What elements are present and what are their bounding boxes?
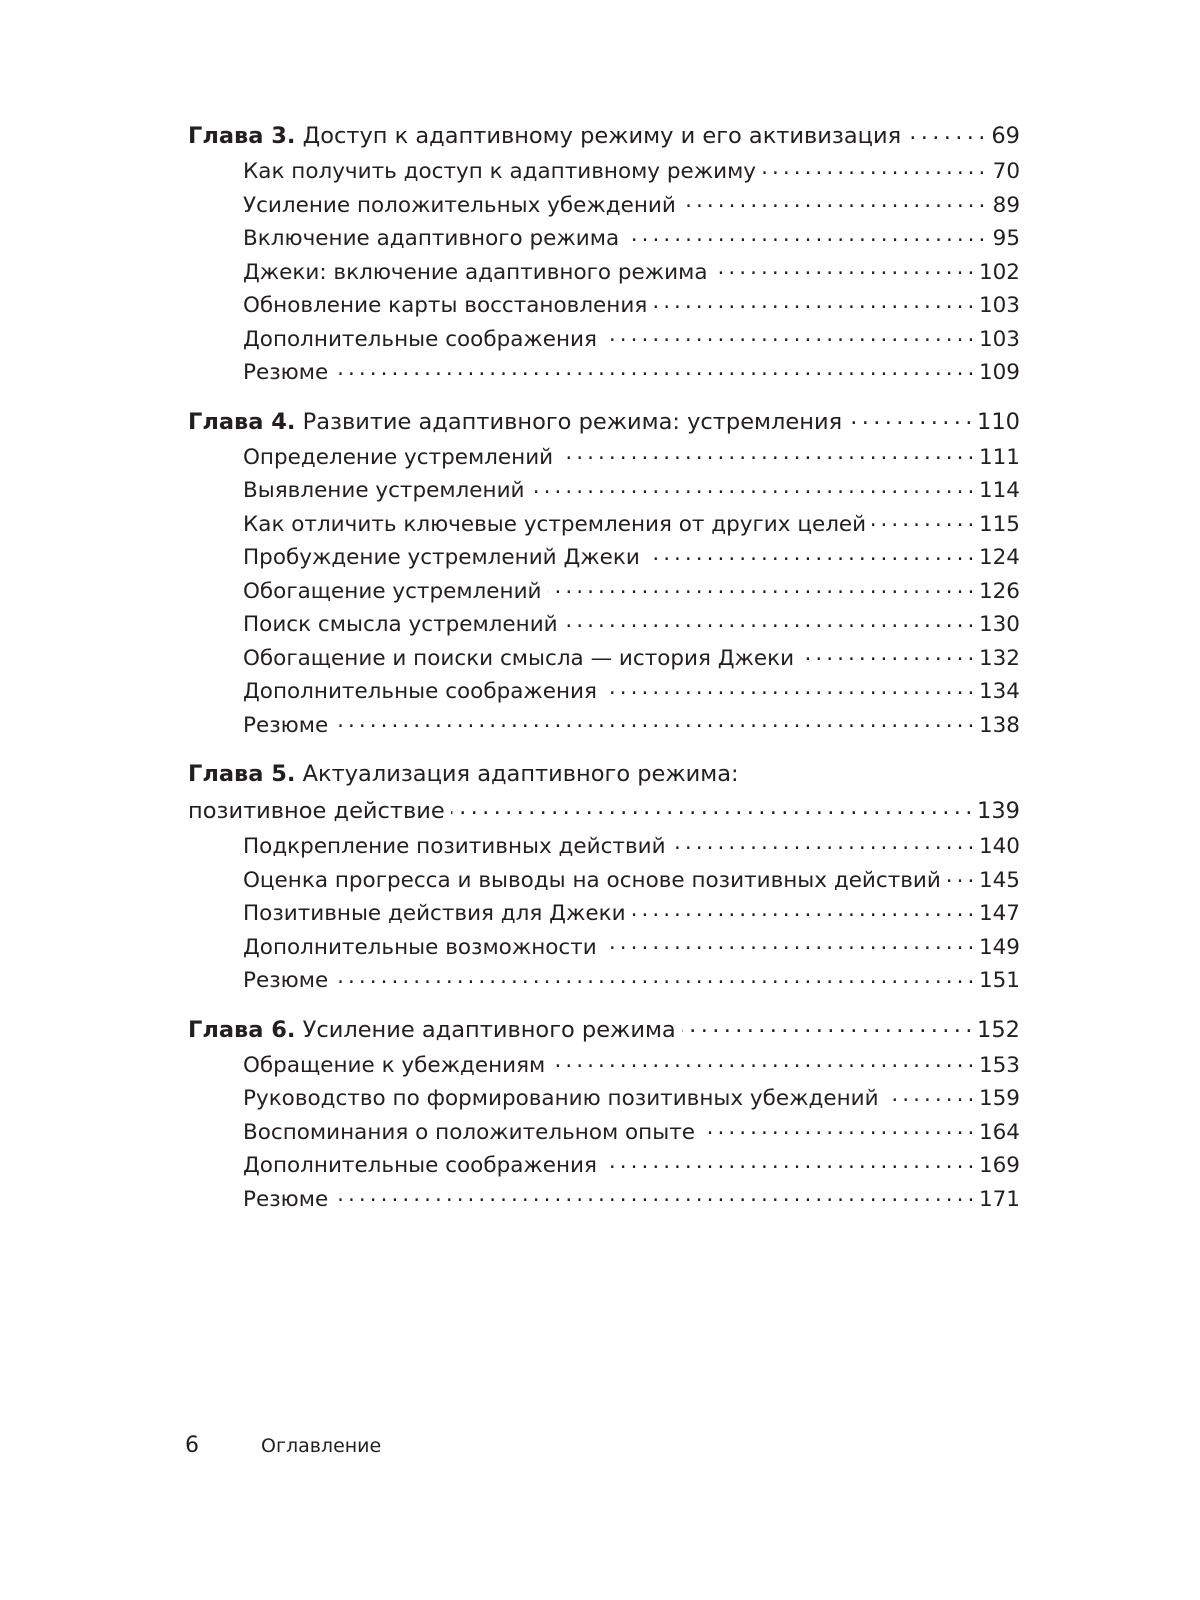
chapter-4 (188, 404, 1020, 743)
entry-page: 145 (978, 867, 1020, 893)
entry-title: Позитивные действия для Джеки (243, 901, 626, 926)
entry-title: Оценка прогресса и выводы на основе позитивных действий (243, 867, 941, 893)
entry-page: 130 (978, 612, 1020, 637)
dot-leader (800, 643, 973, 665)
entry-page: 164 (978, 1119, 1020, 1145)
chapter-page: 110 (977, 408, 1020, 435)
toc-entry[interactable] (188, 964, 1020, 998)
toc-entry[interactable] (188, 642, 1020, 676)
toc-entry[interactable] (188, 675, 1020, 709)
dot-leader (872, 509, 973, 531)
entry-title: Как получить доступ к адаптивному режиму (243, 159, 757, 184)
entry-page: 126 (978, 578, 1020, 604)
entry-page: 140 (978, 834, 1020, 859)
page-number: 6 (185, 1433, 199, 1458)
entry-page: 103 (978, 326, 1020, 352)
chapter-label: Глава 5. (188, 761, 296, 787)
entry-page: 111 (978, 444, 1020, 470)
dot-leader (646, 543, 973, 565)
dot-leader (632, 899, 973, 921)
entry-page: 103 (978, 293, 1020, 318)
entry-page: 70 (992, 159, 1020, 184)
entry-page: 151 (978, 968, 1020, 993)
dot-leader (682, 1014, 971, 1037)
chapter-name: Усиление адаптивного режима (302, 1016, 676, 1043)
toc-entry[interactable] (188, 289, 1020, 323)
dot-leader (672, 832, 973, 854)
entry-page: 171 (978, 1186, 1020, 1212)
dot-leader (848, 406, 971, 429)
entry-title: Резюме (243, 1186, 329, 1212)
chapter-page: 139 (977, 798, 1020, 824)
entry-title: Обогащение устремлений (243, 578, 542, 604)
chapter-name: Актуализация адаптивного режима: (302, 761, 739, 787)
toc-entry[interactable] (188, 474, 1020, 508)
chapter-title (188, 118, 901, 155)
chapter-name: Доступ к адаптивному режиму и его активизация (302, 123, 902, 149)
table-of-contents (188, 118, 1020, 1230)
entry-title: Выявление устремлений (243, 478, 525, 503)
chapter-title (188, 404, 842, 441)
entry-page: 89 (992, 192, 1020, 218)
chapter-title (188, 1012, 676, 1049)
toc-entry[interactable] (188, 575, 1020, 609)
dot-leader (548, 576, 973, 598)
entry-page: 115 (978, 511, 1020, 537)
entry-title: Джеки: включение адаптивного режима (243, 259, 708, 285)
chapter-label: Глава 6. (188, 1016, 296, 1043)
chapter-6 (188, 1012, 1020, 1217)
dot-leader (603, 677, 973, 699)
toc-entry[interactable] (188, 1116, 1020, 1150)
dot-leader (701, 1117, 973, 1139)
running-title: Оглавление (261, 1435, 382, 1457)
chapter-name-continued: позитивное действие (188, 798, 445, 824)
entry-title: Включение адаптивного режима (243, 226, 620, 251)
entry-title: Воспоминания о положительном опыте (243, 1119, 695, 1145)
chapter-page: 152 (977, 1016, 1020, 1043)
dot-leader (603, 324, 973, 346)
dot-leader (603, 932, 973, 954)
toc-entry[interactable] (188, 1149, 1020, 1183)
toc-entry[interactable] (188, 356, 1020, 390)
entry-page: 132 (978, 645, 1020, 671)
toc-entry[interactable] (188, 830, 1020, 864)
dot-leader (625, 224, 984, 246)
toc-entry[interactable] (188, 222, 1020, 256)
toc-entry[interactable] (188, 441, 1020, 475)
chapter-name: Развитие адаптивного режима: устремления (302, 408, 843, 435)
entry-title: Дополнительные возможности (243, 934, 597, 960)
entry-title: Обогащение и поиски смысла — история Джеки (243, 645, 795, 671)
entry-title: Дополнительные соображения (243, 679, 597, 704)
toc-entry[interactable] (188, 508, 1020, 542)
entry-title: Дополнительные соображения (243, 1153, 597, 1178)
toc-entry[interactable] (188, 1183, 1020, 1217)
dot-leader (885, 1084, 973, 1106)
toc-entry[interactable] (188, 1049, 1020, 1083)
entry-title: Подкрепление позитивных действий (243, 834, 666, 859)
dot-leader (334, 358, 973, 380)
entry-title: Резюме (243, 712, 329, 738)
dot-leader (559, 442, 973, 464)
toc-entry[interactable] (188, 155, 1020, 189)
entry-page: 159 (978, 1086, 1020, 1111)
chapter-heading[interactable] (188, 756, 1020, 793)
chapter-label: Глава 3. (188, 123, 296, 149)
toc-entry[interactable] (188, 256, 1020, 290)
entry-title: Резюме (243, 360, 329, 385)
entry-title: Обращение к убеждениям (243, 1052, 546, 1078)
entry-page: 102 (978, 259, 1020, 285)
chapter-5 (188, 756, 1020, 998)
toc-entry[interactable] (188, 1082, 1020, 1116)
dot-leader (947, 865, 973, 887)
entry-page: 95 (992, 226, 1020, 251)
entry-title: Определение устремлений (243, 444, 554, 470)
toc-entry[interactable] (188, 897, 1020, 931)
entry-page: 134 (978, 679, 1020, 704)
dot-leader (907, 121, 984, 144)
chapter-heading-continued[interactable] (188, 793, 1020, 830)
chapter-label: Глава 4. (188, 408, 296, 435)
entry-title: Пробуждение устремлений Джеки (243, 545, 640, 570)
entry-title: Усиление положительных убеждений (243, 192, 676, 218)
toc-entry[interactable] (188, 709, 1020, 743)
dot-leader (334, 966, 973, 988)
dot-leader (531, 476, 973, 498)
dot-leader (551, 1050, 973, 1072)
entry-title: Руководство по формированию позитивных убеждений (243, 1086, 879, 1111)
dot-leader (762, 157, 984, 179)
chapter-3 (188, 118, 1020, 390)
chapter-title (188, 756, 739, 793)
page-footer (185, 1433, 381, 1458)
toc-entry[interactable] (188, 608, 1020, 642)
toc-entry[interactable] (188, 864, 1020, 898)
entry-page: 109 (978, 360, 1020, 385)
entry-page: 114 (978, 478, 1020, 503)
chapter-heading[interactable] (188, 118, 1020, 155)
entry-page: 169 (978, 1153, 1020, 1178)
toc-entry[interactable] (188, 189, 1020, 223)
dot-leader (451, 796, 971, 819)
chapter-heading[interactable] (188, 1012, 1020, 1049)
toc-entry[interactable] (188, 323, 1020, 357)
toc-entry[interactable] (188, 541, 1020, 575)
dot-leader (682, 190, 984, 212)
chapter-heading[interactable] (188, 404, 1020, 441)
dot-leader (714, 257, 973, 279)
entry-page: 124 (978, 545, 1020, 570)
entry-page: 153 (978, 1052, 1020, 1078)
toc-entry[interactable] (188, 931, 1020, 965)
dot-leader (603, 1151, 973, 1173)
dot-leader (564, 610, 973, 632)
entry-title: Обновление карты восстановления (243, 293, 648, 318)
entry-page: 138 (978, 712, 1020, 738)
entry-page: 149 (978, 934, 1020, 960)
dot-leader (334, 710, 973, 732)
dot-leader (334, 1184, 973, 1206)
entry-title: Дополнительные соображения (243, 326, 597, 352)
entry-title: Резюме (243, 968, 329, 993)
entry-title: Как отличить ключевые устремления от других целей (243, 511, 867, 537)
chapter-page: 69 (991, 123, 1020, 149)
dot-leader (653, 291, 973, 313)
entry-page: 147 (978, 901, 1020, 926)
entry-title: Поиск смысла устремлений (243, 612, 558, 637)
